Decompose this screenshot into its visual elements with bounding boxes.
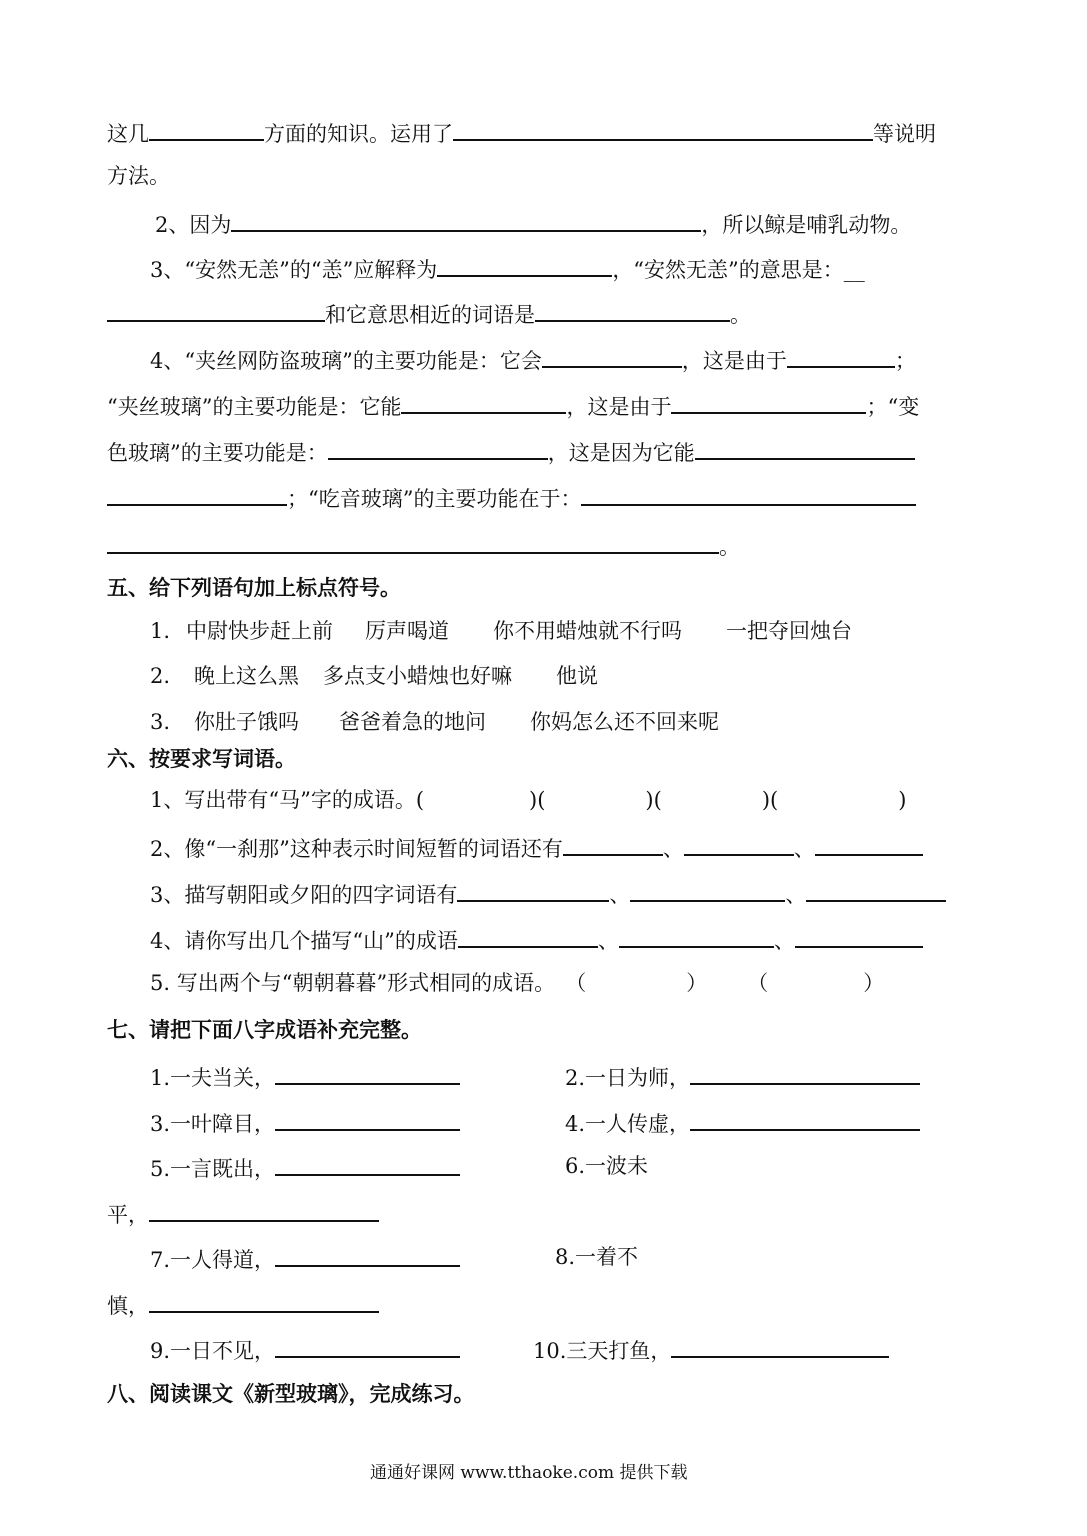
s5-item1 bbox=[150, 617, 852, 645]
s4-q4 bbox=[150, 344, 916, 375]
s7-item6-cont bbox=[107, 1198, 379, 1229]
answer-blank[interactable] bbox=[458, 924, 598, 948]
s7-item5 bbox=[150, 1152, 460, 1183]
answer-blank[interactable] bbox=[671, 390, 866, 414]
separator: 、 bbox=[793, 837, 815, 861]
answer-blank[interactable] bbox=[275, 1107, 460, 1131]
text: 爸爸着急的地问 bbox=[339, 710, 487, 734]
text: 5.一言既出， bbox=[150, 1157, 276, 1181]
text: “夹丝玻璃”的主要功能是：它能 bbox=[107, 395, 402, 419]
answer-blank[interactable] bbox=[328, 436, 548, 460]
text: ，所以鲸是哺乳动物。 bbox=[701, 213, 912, 237]
text: 平， bbox=[107, 1203, 149, 1227]
text: 2.一日为师， bbox=[565, 1066, 691, 1090]
s7-item10 bbox=[533, 1334, 889, 1365]
paren: )( bbox=[645, 788, 662, 812]
text: ；“变 bbox=[866, 395, 920, 419]
section7-title: 七、请把下面八字成语补充完整。 bbox=[107, 1018, 422, 1042]
page-footer: 通通好课网 www.tthaoke.com 提供下载 bbox=[370, 1463, 688, 1483]
s4-q3-cont bbox=[107, 298, 751, 329]
paren: )( bbox=[529, 788, 546, 812]
s4-q3 bbox=[150, 253, 865, 284]
s7-item2 bbox=[565, 1061, 920, 1092]
answer-blank[interactable] bbox=[453, 117, 873, 141]
answer-blank[interactable] bbox=[107, 298, 325, 322]
s6-q4 bbox=[150, 924, 923, 955]
text: 方面的知识。运用了 bbox=[264, 122, 453, 146]
text: ，这是由于 bbox=[681, 349, 787, 373]
answer-blank[interactable] bbox=[815, 832, 923, 856]
answer-blank[interactable] bbox=[231, 208, 701, 232]
s6-q3 bbox=[150, 878, 946, 909]
text: 他说 bbox=[556, 664, 599, 688]
text: 多点支小蜡烛也好嘛 bbox=[323, 664, 513, 688]
answer-blank[interactable] bbox=[630, 878, 785, 902]
separator: 、 bbox=[662, 837, 684, 861]
s7-item9 bbox=[150, 1334, 460, 1365]
text: ；“吃音玻璃”的主要功能在于： bbox=[287, 487, 582, 511]
text: 8.一着不 bbox=[555, 1245, 639, 1269]
s7-item1 bbox=[150, 1061, 460, 1092]
answer-blank[interactable] bbox=[457, 878, 609, 902]
text: 1.一夫当关， bbox=[150, 1066, 276, 1090]
item-number: 2. bbox=[150, 664, 171, 688]
answer-blank[interactable] bbox=[275, 1061, 460, 1085]
text: 方法。 bbox=[107, 164, 170, 188]
answer-blank[interactable] bbox=[149, 1198, 379, 1222]
text: 3、“安然无恙”的“恙”应解释为 bbox=[150, 258, 438, 282]
s6-q1 bbox=[150, 786, 906, 814]
text: 1、写出带有“马”字的成语。( bbox=[150, 788, 425, 812]
paren: ） bbox=[686, 971, 708, 995]
text: 。 bbox=[719, 535, 740, 559]
answer-blank[interactable] bbox=[684, 832, 794, 856]
separator: 、 bbox=[609, 883, 631, 907]
text: ，“安然无恙”的意思是：__ bbox=[612, 258, 865, 282]
text: 你妈怎么还不回来呢 bbox=[530, 710, 720, 734]
text: 10.三天打鱼， bbox=[533, 1339, 672, 1363]
answer-blank[interactable] bbox=[275, 1243, 460, 1267]
s4-q4-l2 bbox=[107, 390, 919, 421]
s5-item2 bbox=[150, 662, 598, 690]
paren: )( bbox=[761, 788, 779, 812]
s7-item4 bbox=[565, 1107, 920, 1138]
text: 你不用蜡烛就不行吗 bbox=[493, 619, 683, 643]
answer-blank[interactable] bbox=[581, 482, 916, 506]
text: ，这是由于 bbox=[566, 395, 672, 419]
section5-title: 五、给下列语句加上标点符号。 bbox=[107, 576, 401, 600]
item-number: 1. bbox=[150, 619, 171, 643]
answer-blank[interactable] bbox=[275, 1152, 460, 1176]
s5-item3 bbox=[150, 708, 719, 736]
text: 7.一人得道， bbox=[150, 1248, 276, 1272]
answer-blank[interactable] bbox=[107, 530, 719, 554]
s4-line1 bbox=[107, 117, 936, 148]
s7-item7 bbox=[150, 1243, 460, 1274]
answer-blank[interactable] bbox=[690, 1061, 920, 1085]
paren: （ bbox=[747, 971, 769, 995]
section8-title: 八、阅读课文《新型玻璃》，完成练习。 bbox=[107, 1382, 475, 1406]
text: 色玻璃”的主要功能是： bbox=[107, 441, 328, 465]
s4-q2 bbox=[155, 208, 911, 239]
s4-q4-l4 bbox=[107, 482, 916, 513]
s7-item6 bbox=[565, 1152, 648, 1180]
answer-blank[interactable] bbox=[542, 344, 682, 368]
text: ，这是因为它能 bbox=[547, 441, 695, 465]
answer-blank[interactable] bbox=[690, 1107, 920, 1131]
separator: 、 bbox=[773, 929, 795, 953]
item-number: 3. bbox=[150, 710, 171, 734]
text: 你肚子饿吗 bbox=[194, 710, 300, 734]
s7-item8 bbox=[555, 1243, 638, 1271]
answer-blank[interactable] bbox=[695, 436, 915, 460]
answer-blank[interactable] bbox=[275, 1334, 460, 1358]
text: 一把夺回烛台 bbox=[726, 619, 853, 643]
text: 4、请你写出几个描写“山”的成语 bbox=[150, 929, 458, 953]
s7-item8-cont bbox=[107, 1289, 379, 1320]
answer-blank[interactable] bbox=[563, 832, 663, 856]
text: 3、描写朝阳或夕阳的四字词语有 bbox=[150, 883, 458, 907]
text: ； bbox=[894, 349, 916, 373]
text: 晚上这么黑 bbox=[194, 664, 300, 688]
s4-line2 bbox=[107, 162, 170, 190]
text: 2、因为 bbox=[155, 213, 232, 237]
paren: ) bbox=[898, 788, 907, 812]
s6-q5 bbox=[150, 969, 884, 997]
answer-blank[interactable] bbox=[437, 253, 612, 277]
paren: （ bbox=[565, 971, 587, 995]
s4-q4-l5 bbox=[107, 530, 740, 561]
text: 中尉快步赶上前 bbox=[186, 619, 334, 643]
text: 。 bbox=[730, 303, 751, 327]
answer-blank[interactable] bbox=[401, 390, 566, 414]
section6-title: 六、按要求写词语。 bbox=[107, 747, 296, 771]
answer-blank[interactable] bbox=[806, 878, 946, 902]
text: 6.一波未 bbox=[565, 1154, 649, 1178]
s6-q2 bbox=[150, 832, 923, 863]
answer-blank[interactable] bbox=[107, 482, 287, 506]
text: 等说明 bbox=[873, 122, 936, 146]
answer-blank[interactable] bbox=[671, 1334, 889, 1358]
paren: ） bbox=[863, 971, 885, 995]
separator: 、 bbox=[785, 883, 807, 907]
answer-blank[interactable] bbox=[149, 1289, 379, 1313]
text: 2、像“一刹那”这种表示时间短暂的词语还有 bbox=[150, 837, 563, 861]
answer-blank[interactable] bbox=[535, 298, 730, 322]
answer-blank[interactable] bbox=[149, 117, 264, 141]
separator: 、 bbox=[597, 929, 619, 953]
answer-blank[interactable] bbox=[787, 344, 895, 368]
text: 厉声喝道 bbox=[365, 619, 450, 643]
text: 4.一人传虚， bbox=[565, 1112, 691, 1136]
s4-q4-l3 bbox=[107, 436, 915, 467]
text: 慎， bbox=[107, 1294, 149, 1318]
answer-blank[interactable] bbox=[619, 924, 774, 948]
text: 5. 写出两个与“朝朝暮暮”形式相同的成语。 bbox=[150, 971, 556, 995]
text: 4、“夹丝网防盗玻璃”的主要功能是：它会 bbox=[150, 349, 542, 373]
s7-item3 bbox=[150, 1107, 460, 1138]
answer-blank[interactable] bbox=[795, 924, 923, 948]
text: 3.一叶障目， bbox=[150, 1112, 276, 1136]
text: 这几 bbox=[107, 122, 149, 146]
text: 9.一日不见， bbox=[150, 1339, 276, 1363]
text: 和它意思相近的词语是 bbox=[325, 303, 535, 327]
